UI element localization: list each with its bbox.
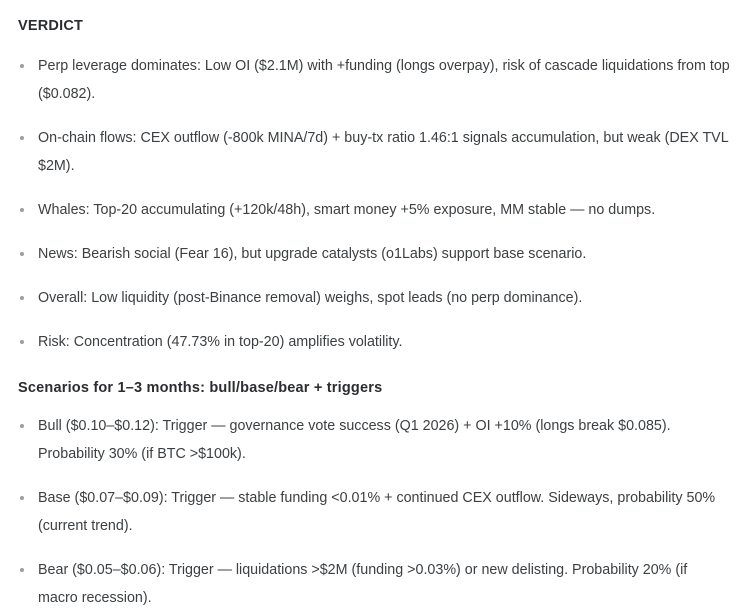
list-item	[18, 556, 730, 612]
list-item	[18, 196, 730, 224]
list-item-text: Perp leverage dominates: Low OI ($2.1M) with +funding (longs overpay), risk of cascade liquidations from top ($0.082).	[38, 58, 730, 102]
list-item-text: Bull ($0.10–$0.12): Trigger — governance vote success (Q1 2026) + OI +10% (longs break $0.085). Probability 30% (if BTC >$100k).	[38, 418, 671, 462]
list-item-text: Overall: Low liquidity (post-Binance removal) weighs, spot leads (no perp dominance).	[38, 290, 583, 306]
bullet-dot-icon	[20, 496, 24, 500]
bullet-dot-icon	[20, 296, 24, 300]
list-item	[18, 484, 730, 540]
list-item-text: Whales: Top-20 accumulating (+120k/48h), smart money +5% exposure, MM stable — no dumps.	[38, 202, 656, 218]
bullet-dot-icon	[20, 340, 24, 344]
bullet-dot-icon	[20, 424, 24, 428]
bullet-dot-icon	[20, 64, 24, 68]
bullet-dot-icon	[20, 252, 24, 256]
verdict-bullet-list	[18, 52, 730, 356]
list-item-text: On-chain flows: CEX outflow (-800k MINA/7d) + buy-tx ratio 1.46:1 signals accumulation, but weak (DEX TVL $2M).	[38, 130, 729, 174]
bullet-dot-icon	[20, 208, 24, 212]
list-item-text: Base ($0.07–$0.09): Trigger — stable funding <0.01% + continued CEX outflow. Sideways, probability 50% (current trend).	[38, 490, 716, 534]
list-item-text: Risk: Concentration (47.73% in top-20) amplifies volatility.	[38, 334, 403, 350]
list-item	[18, 52, 730, 108]
list-item	[18, 284, 730, 312]
scenarios-bullet-list	[18, 412, 730, 612]
bullet-dot-icon	[20, 568, 24, 572]
list-item	[18, 240, 730, 268]
verdict-heading: VERDICT	[18, 18, 84, 34]
list-item	[18, 328, 730, 356]
list-item-text: Bear ($0.05–$0.06): Trigger — liquidations >$2M (funding >0.03%) or new delisting. Probability 20% (if macro recession).	[38, 562, 688, 606]
bullet-dot-icon	[20, 136, 24, 140]
list-item-text: News: Bearish social (Fear 16), but upgrade catalysts (o1Labs) support base scenario.	[38, 246, 587, 262]
list-item	[18, 412, 730, 468]
scenarios-heading: Scenarios for 1–3 months: bull/base/bear + triggers	[18, 380, 383, 396]
list-item	[18, 124, 730, 180]
